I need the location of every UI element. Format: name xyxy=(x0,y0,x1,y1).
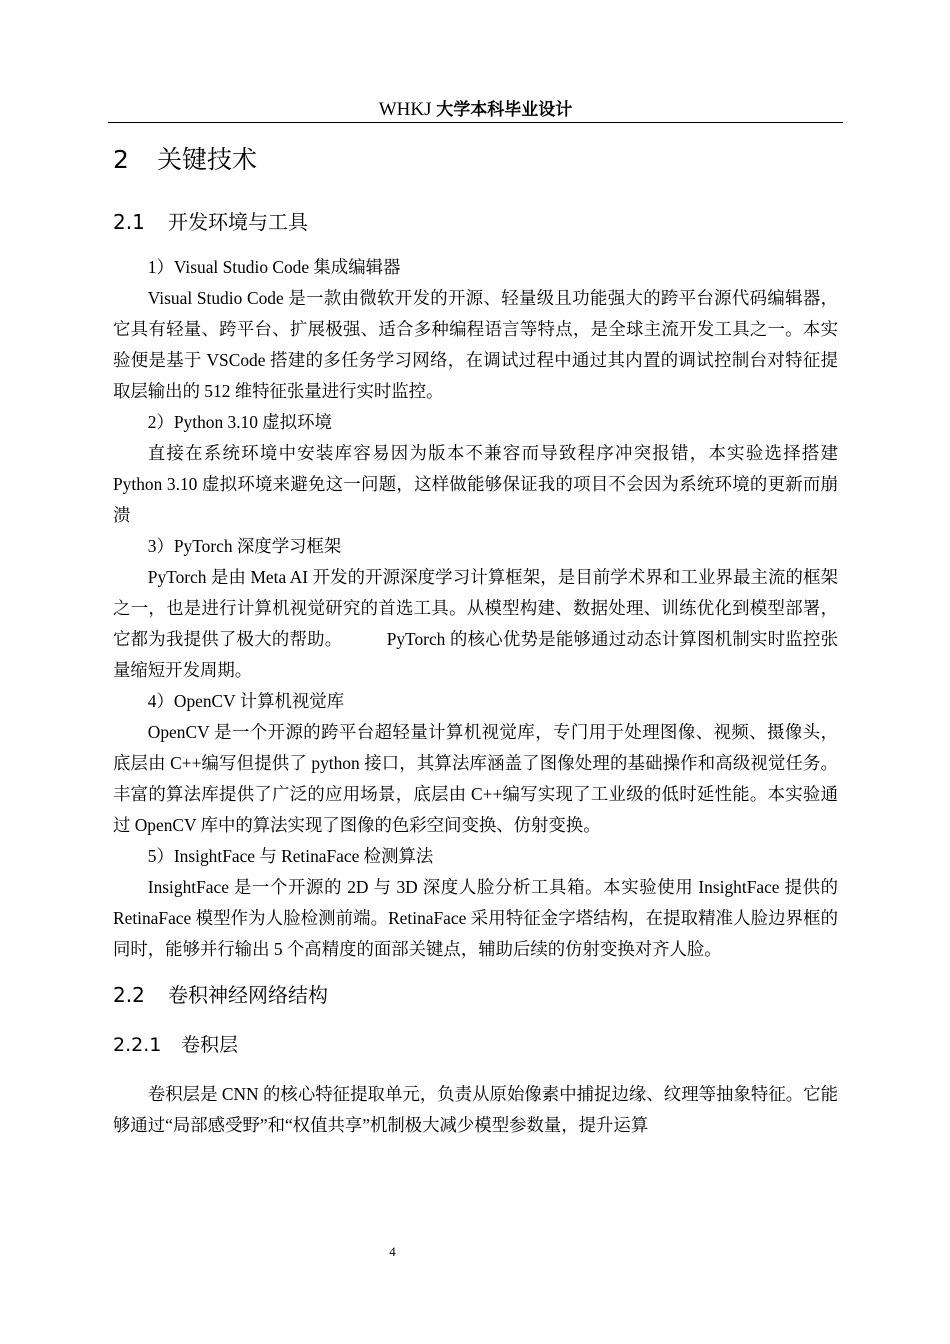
header-latin: WHKJ xyxy=(378,99,432,120)
page-number: 4 xyxy=(389,1244,396,1259)
section-heading-2-1 xyxy=(113,202,838,242)
paragraph: 直接在系统环境中安装库容易因为版本不兼容而导致程序冲突报错，本实验选择搭建 Python 3.10 虚拟环境来避免这一问题，这样做能够保证我的项目不会因为系统环境的更新而崩溃 xyxy=(113,443,838,525)
chapter-title: 关键技术 xyxy=(157,145,258,174)
paragraph: OpenCV 是一个开源的跨平台超轻量计算机视觉库，专门用于处理图像、视频、摄像头，底层由 C++编写但提供了 python 接口，其算法库涵盖了图像处理的基础操作和高级视觉任务。丰富的算法库提供了广泛的应用场景，底层由 C++编写实现了工业级的低时延性能。本实验通过 OpenCV 库中的算法实现了图像的色彩空间变换、仿射变换。 xyxy=(113,722,838,835)
subsection-heading-2-2-1 xyxy=(113,1025,838,1065)
running-header xyxy=(108,97,843,123)
header-title: 大学本科毕业设计 xyxy=(436,100,573,120)
paragraph: PyTorch 是由 Meta AI 开发的开源深度学习计算框架，是目前学术界和工业界最主流的框架之一，也是进行计算机视觉研究的首选工具。从模型构建、数据处理、训练优化到模型部署，它都为我提供了极大的帮助。 PyTorch 的核心优势是能够通过动态计算图机制实时监控张量缩短开发周期。 xyxy=(113,567,838,680)
list-item-label: 3）PyTorch 深度学习框架 xyxy=(147,536,342,556)
paragraph: InsightFace 是一个开源的 2D 与 3D 深度人脸分析工具箱。本实验使用 InsightFace 提供的 RetinaFace 模型作为人脸检测前端。RetinaFace 采用特征金字塔结构，在提取精准人脸边界框的同时，能够并行输出 5 个高精度的面部关键点，辅助后续的仿射变换对齐人脸。 xyxy=(113,877,838,959)
chapter-number: 2 xyxy=(113,145,129,174)
section-title: 卷积神经网络结构 xyxy=(168,983,328,1007)
list-item-label: 5）InsightFace 与 RetinaFace 检测算法 xyxy=(147,846,434,866)
chapter-heading xyxy=(113,138,838,182)
section-heading-2-2 xyxy=(113,975,838,1015)
subsection-title: 卷积层 xyxy=(181,1034,239,1056)
paragraph: 卷积层是 CNN 的核心特征提取单元，负责从原始像素中捕捉边缘、纹理等抽象特征。它能够通过“局部感受野”和“权值共享”机制极大减少模型参数量，提升运算 xyxy=(113,1084,838,1135)
page-body xyxy=(113,138,838,1141)
section-number: 2.1 xyxy=(113,210,145,234)
section-number: 2.2 xyxy=(113,983,145,1007)
paragraph: Visual Studio Code 是一款由微软开发的开源、轻量级且功能强大的跨平台源代码编辑器，它具有轻量、跨平台、扩展极强、适合多种编程语言等特点，是全球主流开发工具之一。本实验便是基于 VSCode 搭建的多任务学习网络，在调试过程中通过其内置的调试控制台对特征提取层输出的 512 维特征张量进行实时监控。 xyxy=(113,288,838,401)
list-item-label: 4）OpenCV 计算机视觉库 xyxy=(147,691,345,711)
list-item-label: 2）Python 3.10 虚拟环境 xyxy=(147,412,332,432)
list-item-label: 1）Visual Studio Code 集成编辑器 xyxy=(147,257,401,277)
section-title: 开发环境与工具 xyxy=(168,210,308,234)
subsection-number: 2.2.1 xyxy=(113,1034,162,1056)
header-rule xyxy=(108,122,843,123)
